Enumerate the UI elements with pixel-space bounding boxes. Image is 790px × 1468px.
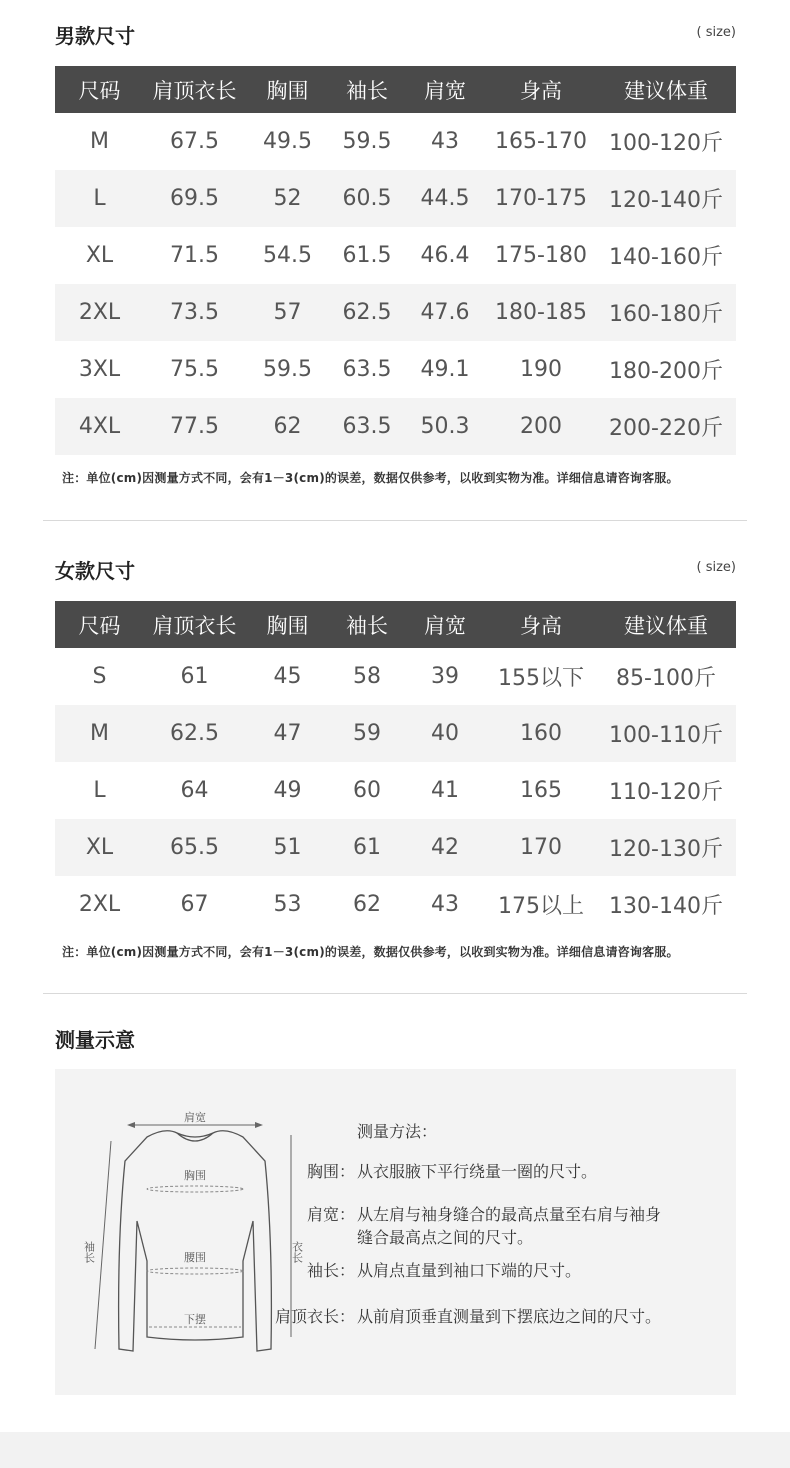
table-cell: 175-180 (495, 243, 587, 268)
table-cell: 170-175 (486, 170, 596, 227)
table-row (55, 113, 736, 170)
table-cell: 175以上 (498, 894, 584, 919)
footer-band (0, 1432, 790, 1468)
table-row (55, 170, 736, 227)
table-cell: 67 (180, 892, 209, 917)
table-cell: 165 (520, 778, 562, 803)
table-cell: 62.5 (144, 705, 245, 762)
section-divider (43, 993, 747, 994)
table-cell: 54.5 (263, 243, 312, 268)
table-cell: 58 (353, 664, 381, 689)
table-cell: 200-220斤 (596, 398, 736, 455)
column-header: 肩顶衣长 (144, 601, 245, 648)
table-cell: 165-170 (495, 129, 587, 154)
table-cell: 69.5 (144, 170, 245, 227)
column-header: 胸围 (245, 66, 330, 113)
table-row (55, 705, 736, 762)
table-cell: 2XL (55, 284, 144, 341)
women-table-header-row (55, 601, 736, 648)
method-label: 肩宽： (306, 1205, 355, 1224)
table-cell: 155以下 (498, 666, 584, 691)
sleeve-measure-line (95, 1141, 111, 1349)
table-cell: 63.5 (342, 357, 392, 382)
table-cell: 64 (180, 778, 209, 803)
table-row (55, 819, 736, 876)
column-header: 尺码 (55, 601, 144, 648)
table-cell: 170 (486, 819, 596, 876)
women-size-tag: ( size) (696, 560, 736, 575)
method-desc: 从衣服腋下平行绕量一圈的尺寸。 (357, 1162, 598, 1181)
column-header: 肩顶衣长 (144, 66, 245, 113)
table-cell: 61 (180, 664, 209, 689)
table-cell: 3XL (78, 357, 121, 382)
column-header: 建议体重 (596, 601, 736, 648)
men-section-title: 男款尺寸 (55, 24, 135, 48)
column-header: 尺码 (55, 66, 144, 113)
table-cell: 60.5 (330, 170, 404, 227)
table-cell: 60 (353, 778, 381, 803)
table-cell: M (55, 705, 144, 762)
sleeve-label: 袖长 (82, 1241, 96, 1263)
waist-measure-line (147, 1268, 243, 1274)
table-cell: 2XL (78, 892, 121, 917)
table-cell: 47.6 (404, 284, 486, 341)
table-cell: 77.5 (144, 398, 245, 455)
table-cell: 130-140斤 (609, 894, 723, 919)
table-cell: 46.4 (420, 243, 470, 268)
table-row (55, 227, 736, 284)
method-title: 测量方法： (357, 1122, 438, 1141)
table-cell: 39 (431, 664, 459, 689)
shoulder-arrow-left (127, 1122, 135, 1128)
table-cell: 160-180斤 (596, 284, 736, 341)
table-cell: L (93, 778, 106, 803)
men-size-tag: ( size) (696, 25, 736, 40)
table-cell: 59.5 (263, 357, 312, 382)
table-cell: 45 (273, 664, 302, 689)
table-cell: 63.5 (330, 398, 404, 455)
women-section-header (55, 555, 736, 585)
table-row (55, 341, 736, 398)
table-cell: 50.3 (404, 398, 486, 455)
table-cell: 4XL (55, 398, 144, 455)
hem-label: 下摆 (184, 1313, 206, 1326)
table-cell: 40 (404, 705, 486, 762)
method-desc: 从前肩顶垂直测量到下摆底边之间的尺寸。 (357, 1307, 662, 1326)
column-header: 身高 (486, 601, 596, 648)
men-size-table (55, 66, 736, 455)
table-cell: 67.5 (170, 129, 219, 154)
table-row (55, 762, 736, 819)
table-cell: 53 (273, 892, 302, 917)
column-header: 身高 (486, 66, 596, 113)
table-cell: 62 (245, 398, 330, 455)
table-cell: 43 (431, 892, 459, 917)
women-size-note: 注：单位(cm)因测量方式不同，会有1－3(cm)的误差，数据仅供参考，以收到实物为准。详细信息请咨询客服。 (62, 945, 679, 959)
measure-section-title: 测量示意 (55, 1028, 135, 1052)
table-cell: 59.5 (342, 129, 392, 154)
column-header: 肩宽 (404, 601, 486, 648)
table-cell: 190 (520, 357, 562, 382)
table-cell: XL (55, 819, 144, 876)
table-row (55, 648, 736, 705)
table-cell: 160 (486, 705, 596, 762)
table-cell: 73.5 (144, 284, 245, 341)
shoulder-arrow-right (255, 1122, 263, 1128)
table-cell: 75.5 (170, 357, 219, 382)
men-table-header-row (55, 66, 736, 113)
table-cell: 61 (330, 819, 404, 876)
waist-label: 腰围 (184, 1251, 206, 1264)
table-cell: 65.5 (144, 819, 245, 876)
method-label: 肩顶衣长： (274, 1307, 355, 1326)
table-cell: 200 (486, 398, 596, 455)
shoulder-label: 肩宽 (184, 1111, 206, 1124)
table-cell: 62.5 (330, 284, 404, 341)
table-cell: 49 (273, 778, 302, 803)
method-desc: 从左肩与袖身缝合的最高点量至右肩与袖身缝合最高点之间的尺寸。 (357, 1205, 662, 1247)
table-cell: L (55, 170, 144, 227)
table-cell: 59 (330, 705, 404, 762)
table-cell: 41 (431, 778, 459, 803)
chest-label: 胸围 (184, 1169, 206, 1182)
column-header: 袖长 (330, 66, 404, 113)
women-size-table (55, 601, 736, 933)
table-cell: XL (85, 243, 114, 268)
table-cell: 62 (353, 892, 381, 917)
table-cell: 180-185 (486, 284, 596, 341)
men-size-note: 注：单位(cm)因测量方式不同，会有1－3(cm)的误差，数据仅供参考，以收到实物为准。详细信息请咨询客服。 (62, 471, 679, 485)
table-cell: 43 (431, 129, 459, 154)
column-header: 袖长 (330, 601, 404, 648)
length-label: 衣长 (290, 1241, 304, 1263)
method-desc: 从肩点直量到袖口下端的尺寸。 (357, 1261, 582, 1280)
chest-measure-line (147, 1186, 243, 1192)
table-row (55, 876, 736, 933)
table-cell: M (90, 129, 109, 154)
table-cell: 100-110斤 (596, 705, 736, 762)
table-cell: 42 (404, 819, 486, 876)
table-row (55, 284, 736, 341)
table-cell: 110-120斤 (609, 780, 723, 805)
table-cell: 120-130斤 (596, 819, 736, 876)
table-cell: 120-140斤 (596, 170, 736, 227)
measure-panel (55, 1069, 736, 1395)
table-cell: 61.5 (342, 243, 392, 268)
column-header: 肩宽 (404, 66, 486, 113)
table-cell: 49.5 (263, 129, 312, 154)
table-cell: 51 (245, 819, 330, 876)
section-divider (43, 520, 747, 521)
table-cell: 71.5 (170, 243, 219, 268)
table-cell: 100-120斤 (609, 131, 723, 156)
men-section-header (55, 20, 736, 50)
table-cell: 85-100斤 (616, 666, 716, 691)
women-section-title: 女款尺寸 (55, 559, 135, 583)
column-header: 胸围 (245, 601, 330, 648)
method-label: 袖长： (306, 1261, 355, 1280)
table-cell: 49.1 (420, 357, 470, 382)
column-header: 建议体重 (596, 66, 736, 113)
table-cell: 44.5 (404, 170, 486, 227)
table-cell: 140-160斤 (609, 245, 723, 270)
table-row (55, 398, 736, 455)
table-cell: S (92, 664, 107, 689)
table-cell: 52 (245, 170, 330, 227)
table-cell: 57 (245, 284, 330, 341)
method-label: 胸围： (306, 1162, 355, 1181)
table-cell: 180-200斤 (609, 359, 723, 384)
table-cell: 47 (245, 705, 330, 762)
